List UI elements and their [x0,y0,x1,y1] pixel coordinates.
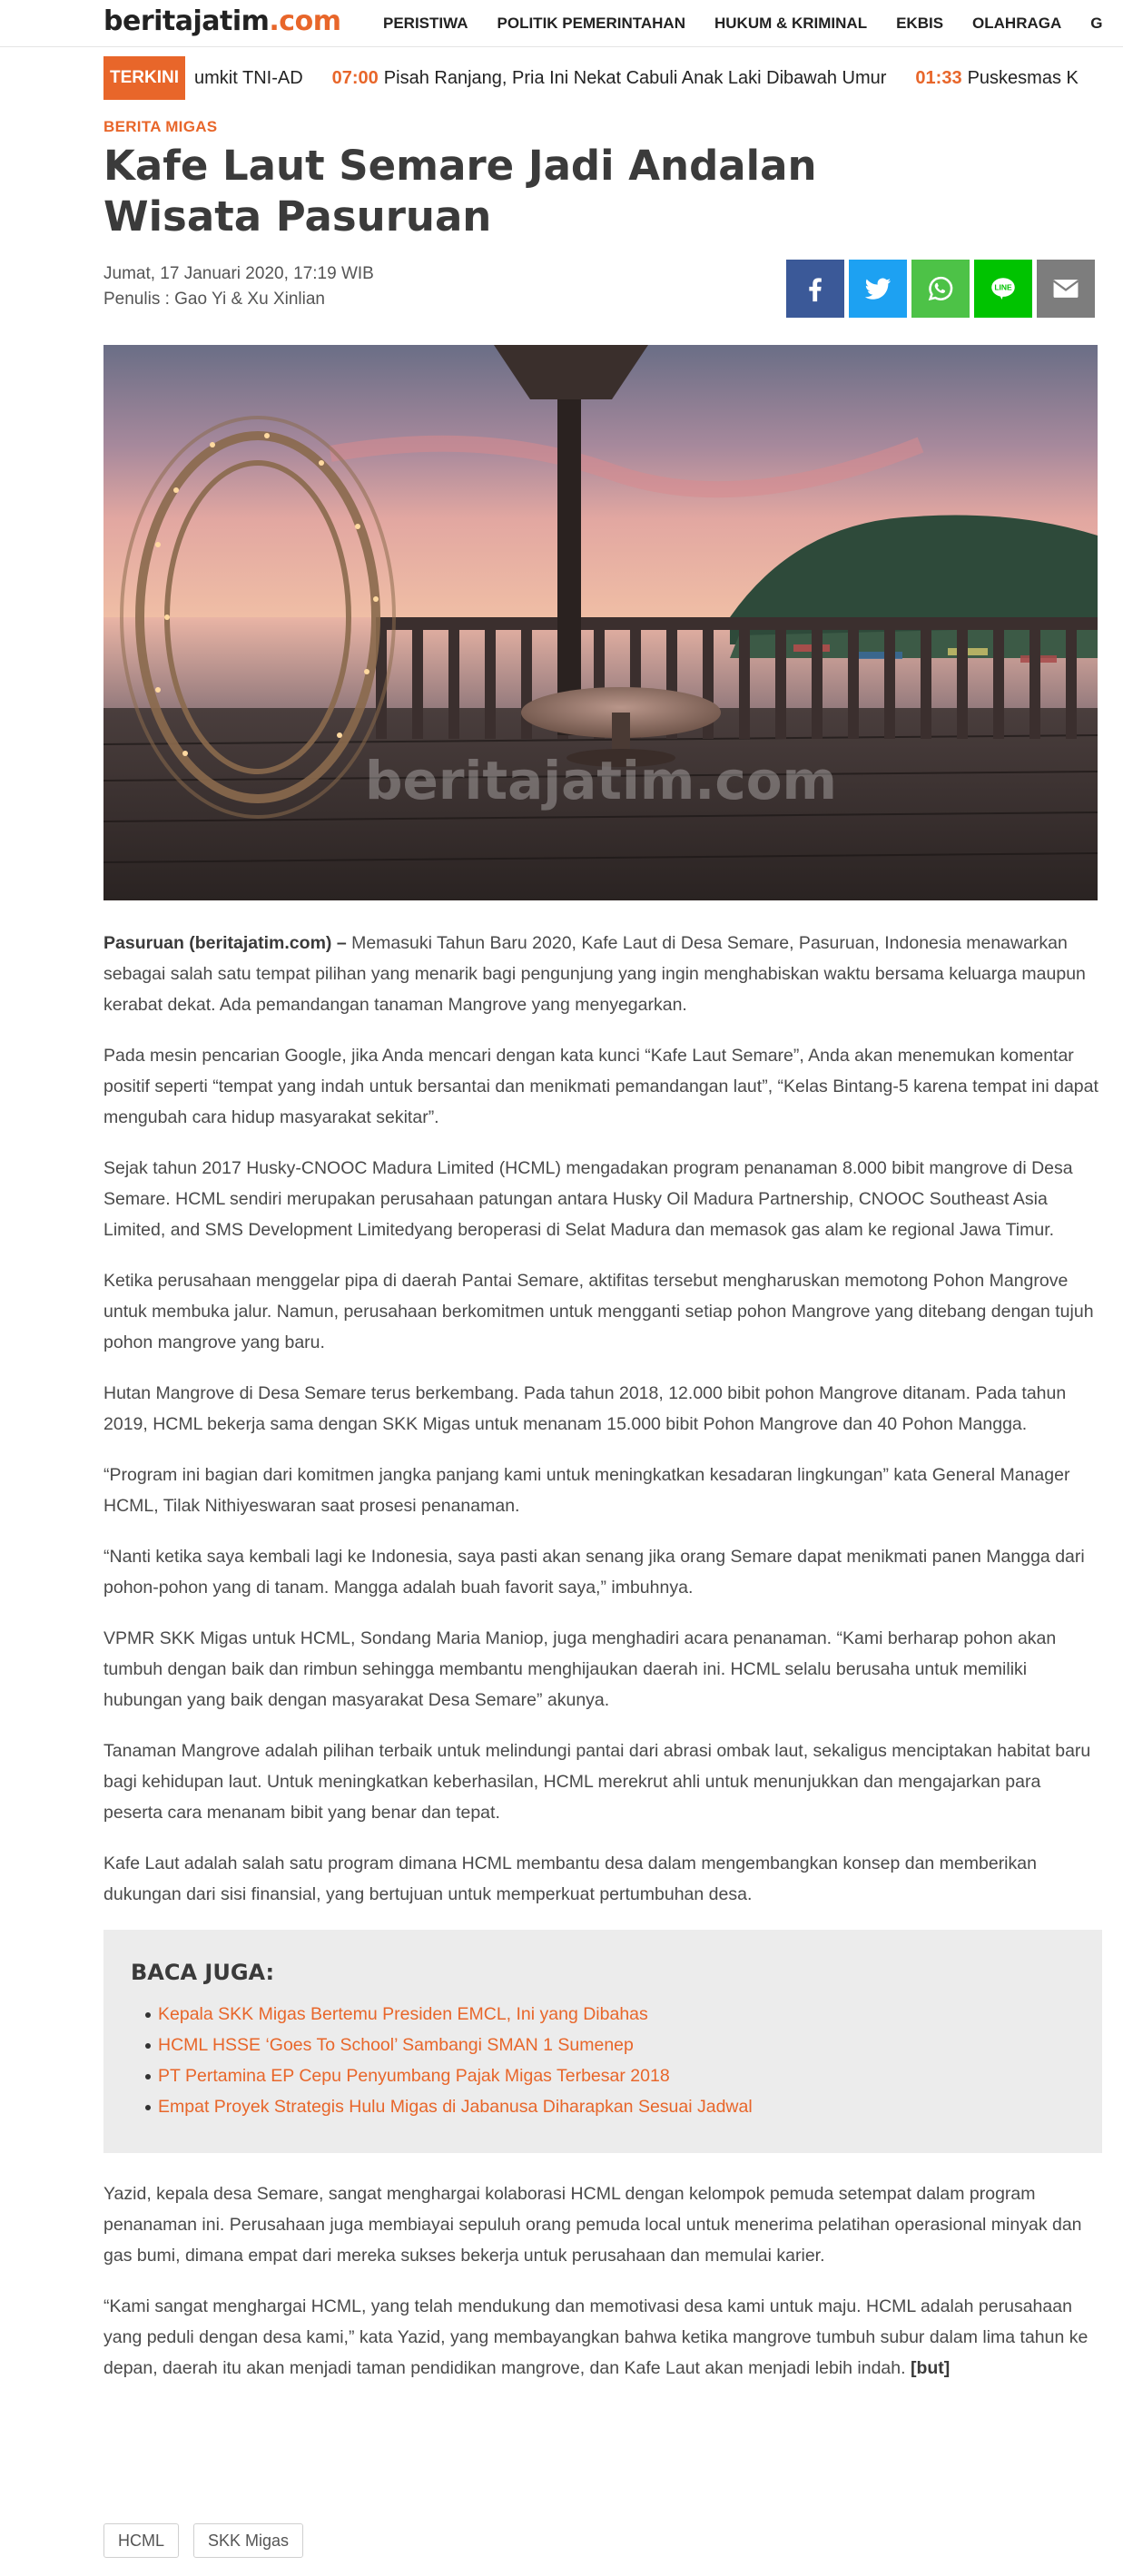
article-paragraph: Sejak tahun 2017 Husky-CNOOC Madura Limited (HCML) mengadakan program penanaman 8.000 bibit mangrove di Desa Semare. HCML sendiri merupakan perusahaan patungan antara Husky Oil Madura Partnership, CNOOC Southeast Asia Limited, and SMS Development Limitedyang beroperasi di Selat Madura dan memasok gas alam ke regional Jawa Timur. [103,1158,1073,1240]
author-sign: [but] [910,2358,951,2378]
nav-item-hukum-kriminal[interactable]: HUKUM & KRIMINAL [714,15,868,32]
tag-skk-migas[interactable]: SKK Migas [193,2523,303,2558]
email-icon [1050,273,1081,304]
ticker-label: TERKINI [103,56,185,100]
line-icon [988,273,1019,304]
nav-item-politik-pemerintahan[interactable]: POLITIK PEMERINTAHAN [497,15,685,32]
article-paragraph: “Kami sangat menghargai HCML, yang telah mendukung dan memotivasi desa kami untuk maju. HCML adalah perusahaan yang peduli dengan desa kami,” kata Yazid, yang membayangkan bahwa ketika mangrove tumbuh subur dalam lima tahun ke depan, daerah itu akan menjadi taman pendidikan mangrove, dan Kafe Laut akan menjadi lebih indah. [but] [103,2296,1089,2378]
related-list [131,1999,1075,2122]
related-item [145,1999,1075,2030]
related-title: BACA JUGA: [131,1960,275,1985]
related-link[interactable]: Kepala SKK Migas Bertemu Presiden EMCL, Ini yang Dibahas [158,2004,648,2024]
related-link[interactable]: HCML HSSE ‘Goes To School’ Sambangi SMAN 1 Sumenep [158,2035,634,2055]
lead-place: Pasuruan (beritajatim.com) – [103,933,347,953]
nav-item-peristiwa[interactable]: PERISTIWA [383,15,468,32]
article-author: Penulis : Gao Yi & Xu Xinlian [103,290,325,309]
article-paragraph: “Program ini bagian dari komitmen jangka panjang kami untuk meningkatkan kesadaran lingkungan” kata General Manager HCML, Tilak Nithiyeswaran saat prosesi penanaman. [103,1465,1070,1516]
share-facebook-button[interactable] [786,260,844,318]
article-category[interactable]: BERITA MIGAS [103,118,218,135]
nav-item-olahraga[interactable]: OLAHRAGA [972,15,1062,32]
article-paragraph: Kafe Laut adalah salah satu program dimana HCML membantu desa dalam mengembangkan konsep dan memberikan dukungan dari sisi finansial, yang bertujuan untuk memperkuat pertumbuhan desa. [103,1853,1037,1904]
nav-item-more[interactable]: G [1090,15,1103,32]
related-item [145,2091,1075,2122]
related-link[interactable]: PT Pertamina EP Cepu Penyumbang Pajak Migas Terbesar 2018 [158,2066,670,2086]
article-paragraph: “Nanti ketika saya kembali lagi ke Indonesia, saya pasti akan senang jika orang Semare dapat menikmati panen Mangga dari pohon-pohon yang di tanam. Mangga adalah buah favorit saya,” imbuhnya. [103,1547,1085,1598]
hero-image [103,345,1098,900]
ticker-time: 01:33 [915,67,962,88]
image-watermark: beritajatim.com [365,750,837,811]
hero-photo-illustration [103,345,1098,900]
article-paragraph: VPMR SKK Migas untuk HCML, Sondang Maria Maniop, juga menghadiri acara penanaman. “Kami berharap pohon akan tumbuh dengan baik dan rimbun sehingga membantu menghijaukan daerah ini. HCML selalu berusaha untuk memiliki hubungan yang baik dengan masyarakat Desa Semare” akunya. [103,1628,1057,1710]
nav-item-ekbis[interactable]: EKBIS [896,15,944,32]
article-date: Jumat, 17 Januari 2020, 17:19 WIB [103,264,374,283]
article-paragraph: Yazid, kepala desa Semare, sangat menghargai kolaborasi HCML dengan kelompok pemuda setempat dalam program penanaman ini. Perusahaan juga membiayai sepuluh orang pemuda local untuk menerima pelatihan operasional minyak dan gas bumi, dimana empat dari mereka sukses bekerja untuk perusahaan dan memulai karier. [103,2184,1082,2266]
article-paragraph: Pasuruan (beritajatim.com) – Memasuki Tahun Baru 2020, Kafe Laut di Desa Semare, Pasuruan, Indonesia menawarkan sebagai salah satu tempat pilihan yang menarik bagi pengunjung yang ingin menghabiskan waktu bersama keluarga maupun kerabat dekat. Ada pemandangan tanaman Mangrove yang menyegarkan. [103,933,1086,1015]
article-title: Kafe Laut Semare Jadi Andalan Wisata Pasuruan [103,142,817,241]
site-header [0,0,1123,47]
article-paragraph: Pada mesin pencarian Google, jika Anda mencari dengan kata kunci “Kafe Laut Semare”, Anda akan menemukan komentar positif seperti “tempat yang indah untuk bersantai dan menikmati pemandangan laut”, “Kelas Bintang-5 karena tempat ini dapat mengubah cara hidup masyarakat sekitar”. [103,1046,1098,1127]
main-nav [383,0,1123,47]
svg-text:LINE: LINE [994,282,1012,292]
article-paragraph: Tanaman Mangrove adalah pilihan terbaik untuk melindungi pantai dari abrasi ombak laut, sekaligus menciptakan habitat baru bagi kehidupan laut. Untuk meningkatkan keberhasilan, HCML merekrut ahli untuk menunjukkan dan mengajarkan para peserta cara menanam bibit yang benar dan tepat. [103,1741,1091,1823]
whatsapp-icon [925,273,956,304]
article-paragraph: Hutan Mangrove di Desa Semare terus berkembang. Pada tahun 2018, 12.000 bibit pohon Mangrove ditanam. Pada tahun 2019, HCML bekerja sama dengan SKK Migas untuk menanam 15.000 bibit Pohon Mangrove dan 40 Pohon Mangga. [103,1383,1067,1434]
article-paragraph: Ketika perusahaan menggelar pipa di daerah Pantai Semare, aktifitas tersebut mengharuskan memotong Pohon Mangrove untuk membuka jalur. Namun, perusahaan berkomitmen untuk mengganti setiap pohon Mangrove yang ditebang dengan tujuh pohon mangrove yang baru. [103,1271,1094,1352]
share-email-button[interactable] [1037,260,1095,318]
ticker-time: 07:00 [331,67,379,88]
related-articles-box [103,1930,1102,2153]
related-item [145,2030,1075,2060]
facebook-icon [800,273,831,304]
related-item [145,2060,1075,2091]
news-ticker [0,47,1123,111]
tag-hcml[interactable]: HCML [103,2523,179,2558]
article-body [103,928,1102,2404]
ticker-item[interactable]: umkit TNI-AD [194,67,303,88]
share-buttons [786,260,1095,318]
site-logo[interactable]: beritajatim.com [103,5,341,37]
share-twitter-button[interactable] [849,260,907,318]
share-line-button[interactable] [974,260,1032,318]
share-whatsapp-button[interactable] [911,260,970,318]
article-meta [103,261,374,312]
ticker-item[interactable]: Pisah Ranjang, Pria Ini Nekat Cabuli Anak Laki Dibawah Umur [383,67,887,88]
ticker-track [194,56,1108,100]
article-tags [103,2523,303,2558]
twitter-icon [862,273,893,304]
related-link[interactable]: Empat Proyek Strategis Hulu Migas di Jabanusa Diharapkan Sesuai Jadwal [158,2097,753,2117]
ticker-item[interactable]: Puskesmas K [967,67,1079,88]
